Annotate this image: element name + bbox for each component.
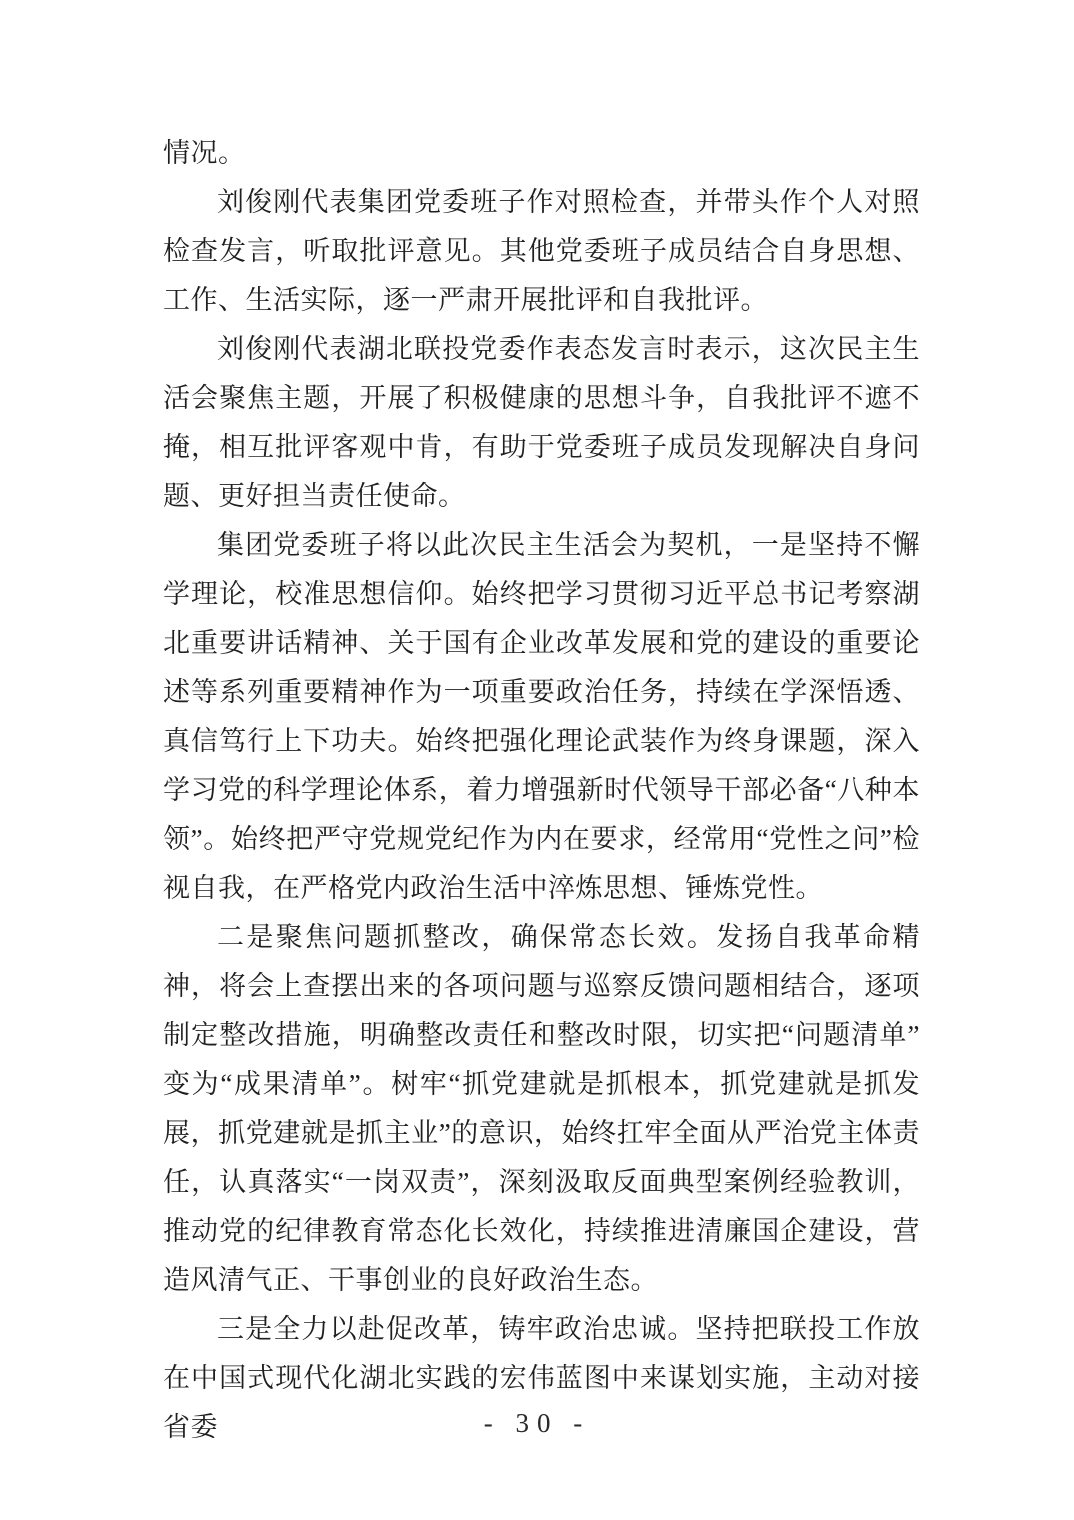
- document-body-text: [163, 129, 920, 1452]
- paragraph: 集团党委班子将以此次民主生活会为契机，一是坚持不懈学理论，校准思想信仰。始终把学习贯彻习近平总书记考察湖北重要讲话精神、关于国有企业改革发展和党的建设的重要论述等系列重要精神作为一项重要政治任务，持续在学深悟透、真信笃行上下功夫。始终把强化理论武装作为终身课题，深入学习党的科学理论体系，着力增强新时代领导干部必备“八种本领”。始终把严守党规党纪作为内在要求，经常用“党性之问”检视自我，在严格党内政治生活中淬炼思想、锤炼党性。: [163, 530, 920, 903]
- paragraph-continuation: 情况。: [163, 138, 246, 168]
- paragraph: 二是聚焦问题抓整改，确保常态长效。发扬自我革命精神，将会上查摆出来的各项问题与巡察反馈问题相结合，逐项制定整改措施，明确整改责任和整改时限，切实把“问题清单”变为“成果清单”。树牢“抓党建就是抓根本，抓党建就是抓发展，抓党建就是抓主业”的意识，始终扛牢全面从严治党主体责任，认真落实“一岗双责”，深刻汲取反面典型案例经验教训，推动党的纪律教育常态化长效化，持续推进清廉国企建设，营造风清气正、干事创业的良好政治生态。: [163, 922, 920, 1295]
- paragraph: 三是全力以赴促改革，铸牢政治忠诚。坚持把联投工作放在中国式现代化湖北实践的宏伟蓝图中来谋划实施，主动对接省委: [163, 1314, 920, 1442]
- page-number: - 30 -: [483, 1408, 591, 1438]
- paragraph: 刘俊刚代表湖北联投党委作表态发言时表示，这次民主生活会聚焦主题，开展了积极健康的思想斗争，自我批评不遮不掩，相互批评客观中肯，有助于党委班子成员发现解决自身问题、更好担当责任使命。: [163, 334, 920, 511]
- paragraph: 刘俊刚代表集团党委班子作对照检查，并带头作个人对照检查发言，听取批评意见。其他党委班子成员结合自身思想、工作、生活实际，逐一严肃开展批评和自我批评。: [163, 187, 920, 315]
